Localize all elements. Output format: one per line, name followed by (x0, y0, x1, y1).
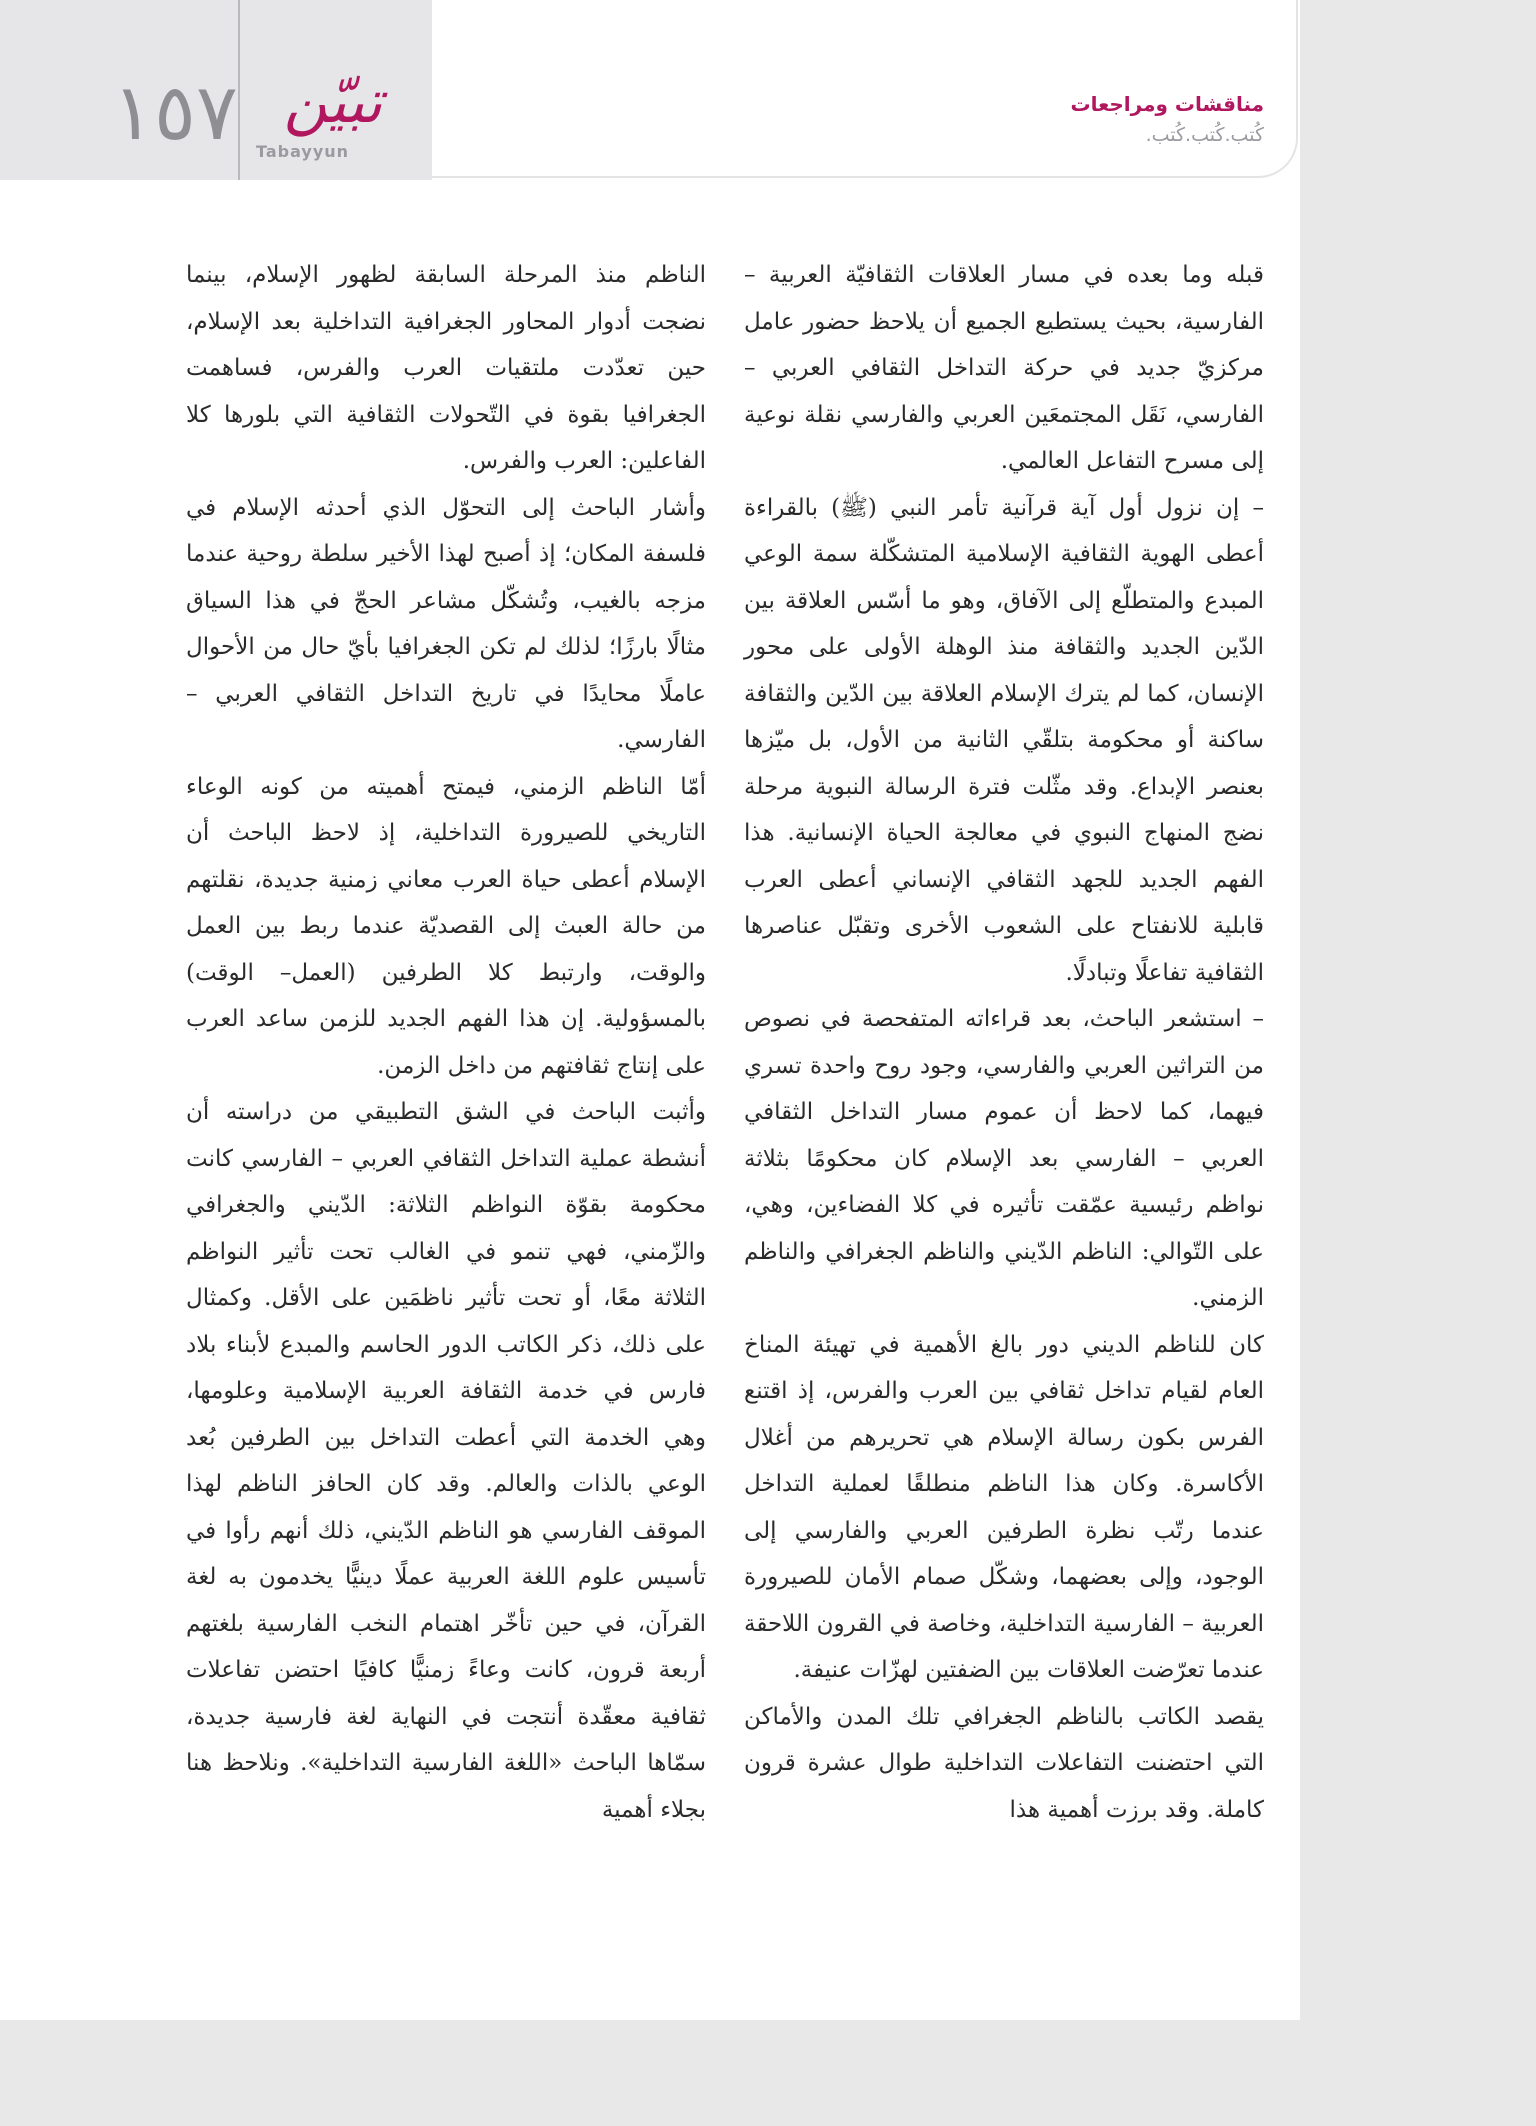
paragraph: أمّا الناظم الزمني، فيمتح أهميته من كونه الوعاء التاريخي للصيرورة التداخلية، إذ لاحظ الباحث أن الإسلام أعطى حياة العرب معاني زمنية جديدة، نقلتهم من حالة العبث إلى القصديّة عندما ربط بين العمل والوقت، وارتبط كلا الطرفين (العمل– الوقت) بالمسؤولية. إن هذا الفهم الجديد للزمن ساعد العرب على إنتاج ثقافتهم من داخل الزمن. (186, 773, 706, 1079)
folio-divider (238, 0, 240, 180)
text-column-right (744, 252, 1264, 1922)
paragraph: – إن نزول أول آية قرآنية تأمر النبي (ﷺ) بالقراءة أعطى الهوية الثقافية الإسلامية المتشكّلة سمة الوعي المبدع والمتطلّع إلى الآفاق، وهو ما أسّس العلاقة بين الدّين الجديد والثقافة منذ الوهلة الأولى على محور الإنسان، كما لم يترك الإسلام العلاقة بين الدّين والثقافة ساكنة أو محكومة بتلقّي الثانية من الأول، بل ميّزها بعنصر الإبداع. وقد مثّلت فترة الرسالة النبوية مرحلة نضج المنهاج النبوي في معالجة الحياة الإنسانية. هذا الفهم الجديد للجهد الثقافي الإنساني أعطى العرب قابلية للانفتاح على الشعوب الأخرى وتقبّل عناصرها الثقافية تفاعلًا وتبادلًا. (744, 494, 1264, 986)
journal-logo: تبيّن (283, 67, 383, 137)
paragraph: – استشعر الباحث، بعد قراءاته المتفحصة في نصوص من التراثين العربي والفارسي، وجود روح واحدة تسري فيهما، كما لاحظ أن عموم مسار التداخل الثقافي العربي – الفارسي بعد الإسلام كان محكومًا بثلاثة نواظم رئيسية عمّقت تأثيره في كلا الفضاءين، وهي، على التّوالي: الناظم الدّيني والناظم الجغرافي والناظم الزمني. (744, 1006, 1264, 1311)
paragraph: وأشار الباحث إلى التحوّل الذي أحدثه الإسلام في فلسفة المكان؛ إذ أصبح لهذا الأخير سلطة روحية عندما مزجه بالغيب، وتُشكّل مشاعر الحجّ في هذا السياق مثالًا بارزًا؛ لذلك لم تكن الجغرافيا بأيّ حال من الأحوال عاملًا محايدًا في تاريخ التداخل الثقافي العربي – الفارسي. (186, 494, 706, 753)
text-column-left (186, 252, 706, 1922)
journal-logo-latin: Tabayyun (256, 142, 350, 161)
page-number: ١٥٧ (112, 68, 238, 158)
paragraph: الناظم منذ المرحلة السابقة لظهور الإسلام، بينما نضجت أدوار المحاور الجغرافية التداخلية بعد الإسلام، حين تعدّدت ملتقيات العرب والفرس، فساهمت الجغرافيا بقوة في التّحولات الثقافية التي بلورها كلا الفاعلين: العرب والفرس. (186, 262, 706, 474)
paragraph: كان للناظم الديني دور بالغ الأهمية في تهيئة المناخ العام لقيام تداخل ثقافي بين العرب والفرس، إذ اقتنع الفرس بكون رسالة الإسلام هي تحريرهم من أغلال الأكاسرة. وكان هذا الناظم منطلقًا لعملية التداخل عندما رتّب نظرة الطرفين العربي والفارسي إلى الوجود، وإلى بعضهما، وشكّل صمام الأمان للصيرورة العربية – الفارسية التداخلية، وخاصة في القرون اللاحقة عندما تعرّضت العلاقات بين الضفتين لهزّات عنيفة. (744, 1331, 1264, 1683)
paragraph: قبله وما بعده في مسار العلاقات الثقافيّة العربية – الفارسية، بحيث يستطيع الجميع أن يلاحظ حضور عامل مركزيّ جديد في حركة التداخل الثقافي العربي – الفارسي، نَقَل المجتمعَين العربي والفارسي نقلة نوعية إلى مسرح التفاعل العالمي. (744, 262, 1264, 474)
margin-background-right (1300, 0, 1536, 2126)
paragraph: يقصد الكاتب بالناظم الجغرافي تلك المدن والأماكن التي احتضنت التفاعلات التداخلية طوال عشرة قرون كاملة. وقد برزت أهمية هذا (744, 1703, 1264, 1823)
paragraph: وأثبت الباحث في الشق التطبيقي من دراسته أن أنشطة عملية التداخل الثقافي العربي – الفارسي كانت محكومة بقوّة النواظم الثلاثة: الدّيني والجغرافي والزّمني، فهي تنمو في الغالب تحت تأثير النواظم الثلاثة معًا، أو تحت تأثير ناظمَين على الأقل. وكمثال على ذلك، ذكر الكاتب الدور الحاسم والمبدع لأبناء بلاد فارس في خدمة الثقافة العربية الإسلامية وعلومها، وهي الخدمة التي أعطت التداخل بين الطرفين بُعد الوعي بالذات والعالم. وقد كان الحافز الناظم لهذا الموقف الفارسي هو الناظم الدّيني، ذلك أنهم رأوا في تأسيس علوم اللغة العربية عملًا دينيًّا يخدمون به لغة القرآن، في حين تأخّر اهتمام النخب الفارسية بلغتهم أربعة قرون، كانت وعاءً زمنيًّا كافيًا احتضن تفاعلات ثقافية معقّدة أنتجت في النهاية لغة فارسية جديدة، سمّاها الباحث «اللغة الفارسية التداخلية». ونلاحظ هنا بجلاء أهمية (186, 1099, 706, 1823)
section-subtitle: كُتب.كُتب.كُتب. (1145, 124, 1264, 146)
margin-background-bottom (0, 2020, 1536, 2126)
section-title: مناقشات ومراجعات (1070, 92, 1264, 116)
